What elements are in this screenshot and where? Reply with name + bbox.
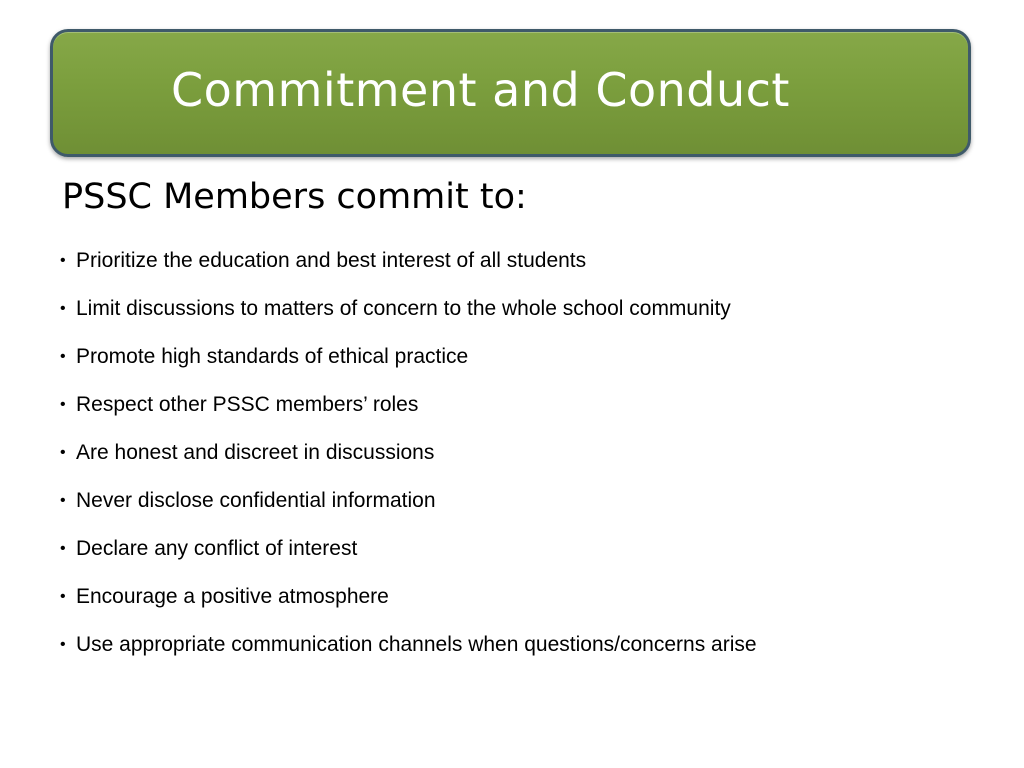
list-item <box>60 439 1000 487</box>
list-item-text: Encourage a positive atmosphere <box>76 585 389 608</box>
list-item <box>60 631 1000 679</box>
list-item <box>60 583 1000 631</box>
bullet-icon: • <box>60 492 66 509</box>
bullet-icon: • <box>60 300 66 317</box>
slide-subtitle: PSSC Members commit to: <box>62 177 527 217</box>
list-item-text: Declare any conflict of interest <box>76 537 358 560</box>
list-item <box>60 535 1000 583</box>
bullet-icon: • <box>60 348 66 365</box>
bullet-icon: • <box>60 588 66 605</box>
bullet-icon: • <box>60 540 66 557</box>
title-banner <box>50 29 971 157</box>
list-item <box>60 295 1000 343</box>
bullet-icon: • <box>60 444 66 461</box>
list-item <box>60 343 1000 391</box>
list-item-text: Prioritize the education and best interest of all students <box>76 249 587 272</box>
list-item-text: Limit discussions to matters of concern to the whole school community <box>76 297 731 320</box>
bullet-icon: • <box>60 252 66 269</box>
bullet-list <box>60 247 1000 679</box>
list-item <box>60 247 1000 295</box>
list-item-text: Never disclose confidential information <box>76 489 436 512</box>
list-item <box>60 391 1000 439</box>
list-item-text: Use appropriate communication channels when questions/concerns arise <box>76 633 757 656</box>
list-item-text: Are honest and discreet in discussions <box>76 441 435 464</box>
bullet-icon: • <box>60 636 66 653</box>
list-item <box>60 487 1000 535</box>
slide-title: Commitment and Conduct <box>171 63 790 117</box>
list-item-text: Respect other PSSC members’ roles <box>76 393 419 416</box>
list-item-text: Promote high standards of ethical practice <box>76 345 469 368</box>
bullet-icon: • <box>60 396 66 413</box>
